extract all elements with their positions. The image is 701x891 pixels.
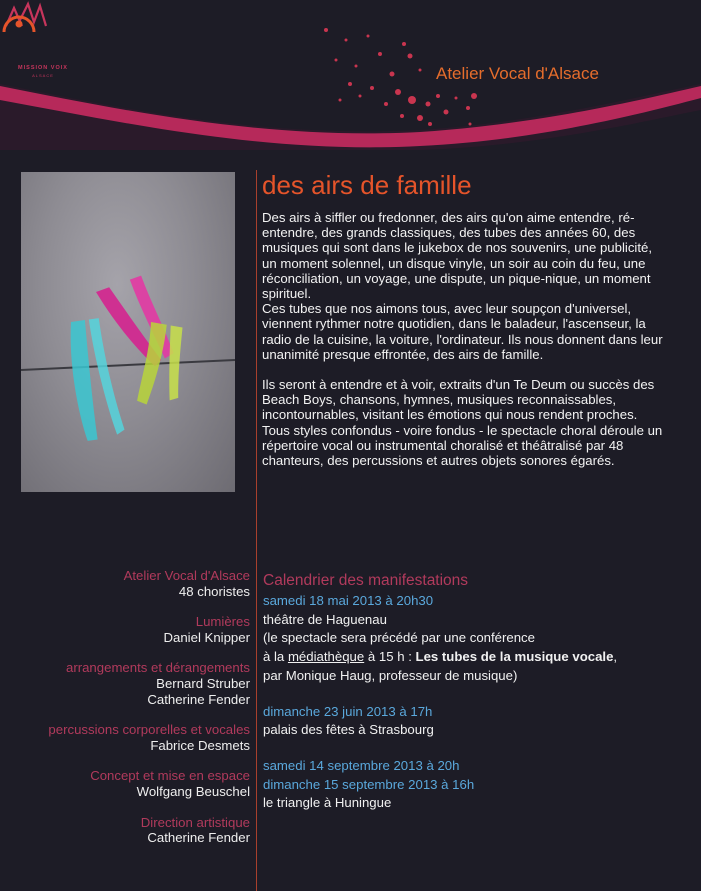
logo-text: MISSION VOIX: [18, 65, 68, 71]
calendar-title: Calendrier des manifestations: [263, 572, 469, 589]
conference-prefix: à la: [263, 649, 288, 665]
clothespins-photo: [21, 172, 235, 492]
event-date: samedi 14 septembre 2013 à 20h: [263, 757, 460, 773]
page-title: des airs de famille: [262, 170, 472, 200]
brand-name: Atelier Vocal d'Alsace: [436, 64, 599, 83]
credit-role: arrangements et dérangements: [65, 660, 250, 676]
conference-speaker: par Monique Haug, professeur de musique): [263, 667, 518, 683]
brand-arc-icon: [0, 0, 40, 40]
event-date: dimanche 15 septembre 2013 à 16h: [263, 776, 475, 792]
event-date: samedi 18 mai 2013 à 20h30: [263, 593, 434, 608]
event-venue: palais des fêtes à Strasbourg: [263, 722, 434, 738]
credit-role: Direction artistique: [140, 814, 250, 830]
cyan-clothespin: [66, 317, 126, 442]
credit-role: Atelier Vocal d'Alsace: [123, 568, 250, 583]
credit-entry: [0, 614, 250, 645]
event-venue: le triangle à Huningue: [263, 795, 392, 811]
credit-role: Concept et mise en espace: [90, 768, 250, 784]
event-date: dimanche 23 juin 2013 à 17h: [263, 703, 433, 719]
conference-time: à 15 h :: [364, 649, 416, 665]
event-note: (le spectacle sera précédé par une conférence: [263, 630, 535, 646]
credit-name: Catherine Fender: [147, 691, 250, 707]
green-clothespin: [137, 322, 191, 410]
credits-list: [0, 568, 250, 861]
credit-entry: [0, 722, 250, 753]
mediatheque-link[interactable]: médiathèque: [287, 649, 365, 665]
credit-name: Catherine Fender: [147, 830, 250, 846]
event-venue: théâtre de Haguenau: [263, 611, 387, 627]
credit-name: Fabrice Desmets: [150, 737, 250, 753]
logo-subtext: ALSACE: [32, 73, 54, 78]
clothespins-illustration: [21, 172, 235, 492]
description: [262, 210, 666, 468]
page-header: [0, 0, 701, 150]
column-divider: [256, 170, 257, 891]
credit-role: percussions corporelles et vocales: [48, 722, 250, 738]
paragraph-4: Tous styles confondus - voire fondus - le spectacle choral déroule un répertoire vocal ou instrumental choralisé et théâtralisé par 48 chanteurs, des percussions et autres objets sonores égarés.: [262, 422, 663, 469]
conference-line: [263, 648, 693, 667]
paragraph-3: Ils seront à entendre et à voir, extraits d'un Te Deum ou succès des Beach Boys, chansons, hymnes, musiques reconnaissables, incontournables, visitant les émotions qui nous rendent proches.: [262, 377, 655, 423]
conference-title: Les tubes de la musique vocale: [415, 649, 614, 665]
credit-role: Lumières: [195, 614, 250, 630]
calendar: [263, 572, 693, 813]
credit-name: Wolfgang Beuschel: [136, 783, 250, 799]
credit-entry: [0, 815, 250, 846]
credit-entry: [0, 568, 250, 599]
paragraph-1: Des airs à siffler ou fredonner, des airs qu'on aime entendre, ré-entendre, des grands classiques, des tubes des années 60, des musiques qui sont dans le jukebox de nos souvenirs, une publicité, un moment solennel, un disque vinyle, un soir au coin du feu, une réconciliation, un voyage, une dispute, un pique-nique, un moment spirituel.: [262, 210, 653, 302]
credit-name: 48 choristes: [178, 583, 250, 599]
credit-name: Daniel Knipper: [163, 629, 250, 645]
paragraph-2: Ces tubes que nos aimons tous, avec leur soupçon d'universel, viennent rythmer notre quotidien, dans le baladeur, l'ascenseur, la radio de la cuisine, la voiture, l'ordinateur. Ils nous donnent dans leur unanimité presque effrontée, des airs de famille.: [262, 301, 663, 362]
credit-entry: [0, 660, 250, 707]
credit-name: Bernard Struber: [156, 675, 250, 691]
credit-entry: [0, 768, 250, 799]
conference-suffix: ,: [613, 649, 618, 665]
